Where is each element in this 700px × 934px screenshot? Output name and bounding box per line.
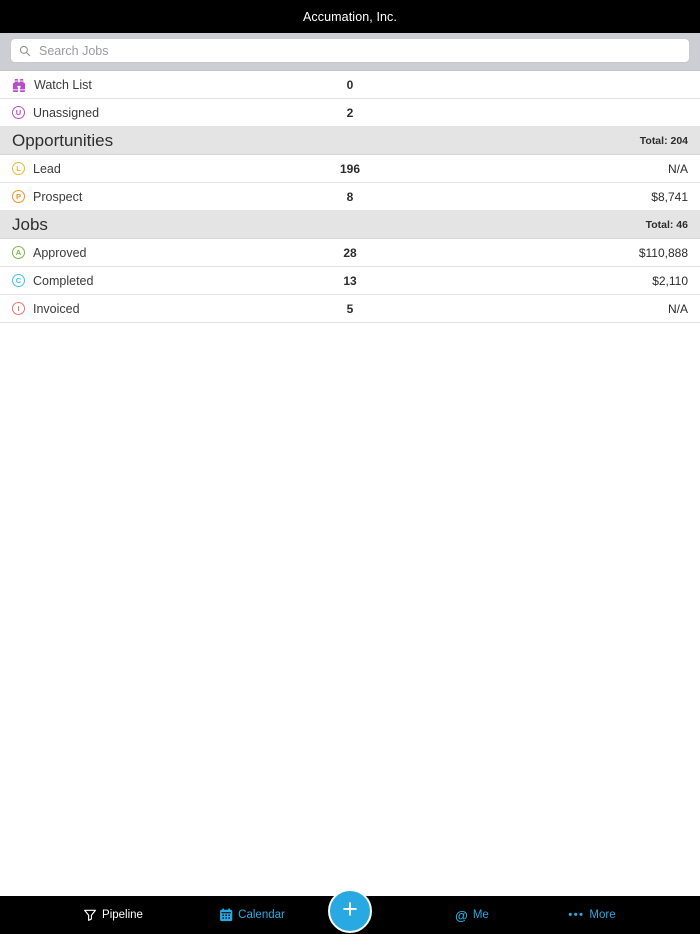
row-value: $8,741 (651, 189, 688, 204)
row-label: Invoiced (33, 301, 80, 316)
row-label: Completed (33, 273, 94, 288)
row-label: Watch List (34, 77, 92, 92)
plus-icon: + (342, 894, 358, 924)
section-title: Jobs (12, 214, 48, 234)
at-icon: @ (455, 907, 468, 923)
list-item-unassigned[interactable] (0, 99, 700, 127)
row-count: 0 (346, 77, 354, 92)
calendar-icon (219, 908, 233, 922)
list-item-lead[interactable] (0, 155, 700, 183)
row-count: 13 (343, 273, 357, 288)
tab-label: Me (472, 909, 489, 921)
section-header-opportunities (0, 127, 700, 155)
funnel-icon (83, 908, 97, 922)
section-title: Opportunities (12, 130, 114, 150)
status-badge: A (12, 246, 25, 259)
row-value: $110,888 (638, 245, 688, 260)
section-header-jobs (0, 211, 700, 239)
row-label: Prospect (33, 189, 83, 204)
section-total: Total: 204 (639, 134, 688, 147)
search-input[interactable] (37, 43, 681, 59)
status-badge: L (12, 162, 25, 175)
status-badge: C (12, 274, 25, 287)
tab-calendar[interactable] (219, 896, 285, 934)
search-icon (19, 45, 31, 57)
search-strip (0, 33, 700, 71)
row-value: N/A (667, 301, 688, 316)
status-badge: P (12, 190, 25, 203)
row-label: Lead (33, 161, 61, 176)
tab-label: Pipeline (102, 909, 143, 921)
tab-me[interactable] (455, 896, 489, 934)
list-item-completed[interactable] (0, 267, 700, 295)
title-bar (0, 0, 700, 33)
row-value: $2,110 (652, 273, 688, 288)
row-count: 28 (343, 245, 357, 260)
binoculars-icon (12, 78, 26, 92)
list-item-invoiced[interactable] (0, 295, 700, 323)
tab-label: Calendar (238, 909, 285, 921)
page-title: Accumation, Inc. (302, 9, 397, 24)
tab-label: More (589, 909, 616, 921)
add-button[interactable] (328, 889, 372, 933)
row-count: 196 (339, 161, 361, 176)
tab-pipeline[interactable] (83, 896, 143, 934)
list-item-watch-list[interactable] (0, 71, 700, 99)
row-label: Approved (33, 245, 87, 260)
row-count: 8 (346, 189, 354, 204)
row-count: 5 (346, 301, 354, 316)
list-item-prospect[interactable] (0, 183, 700, 211)
section-total: Total: 46 (645, 218, 688, 231)
tab-more[interactable] (568, 896, 615, 934)
status-badge: U (12, 106, 25, 119)
list-item-approved[interactable] (0, 239, 700, 267)
status-badge: I (12, 302, 25, 315)
ellipsis-icon: ••• (568, 909, 585, 921)
row-value: N/A (667, 161, 688, 176)
row-label: Unassigned (33, 105, 100, 120)
search-field[interactable] (10, 38, 690, 63)
row-count: 2 (346, 105, 354, 120)
